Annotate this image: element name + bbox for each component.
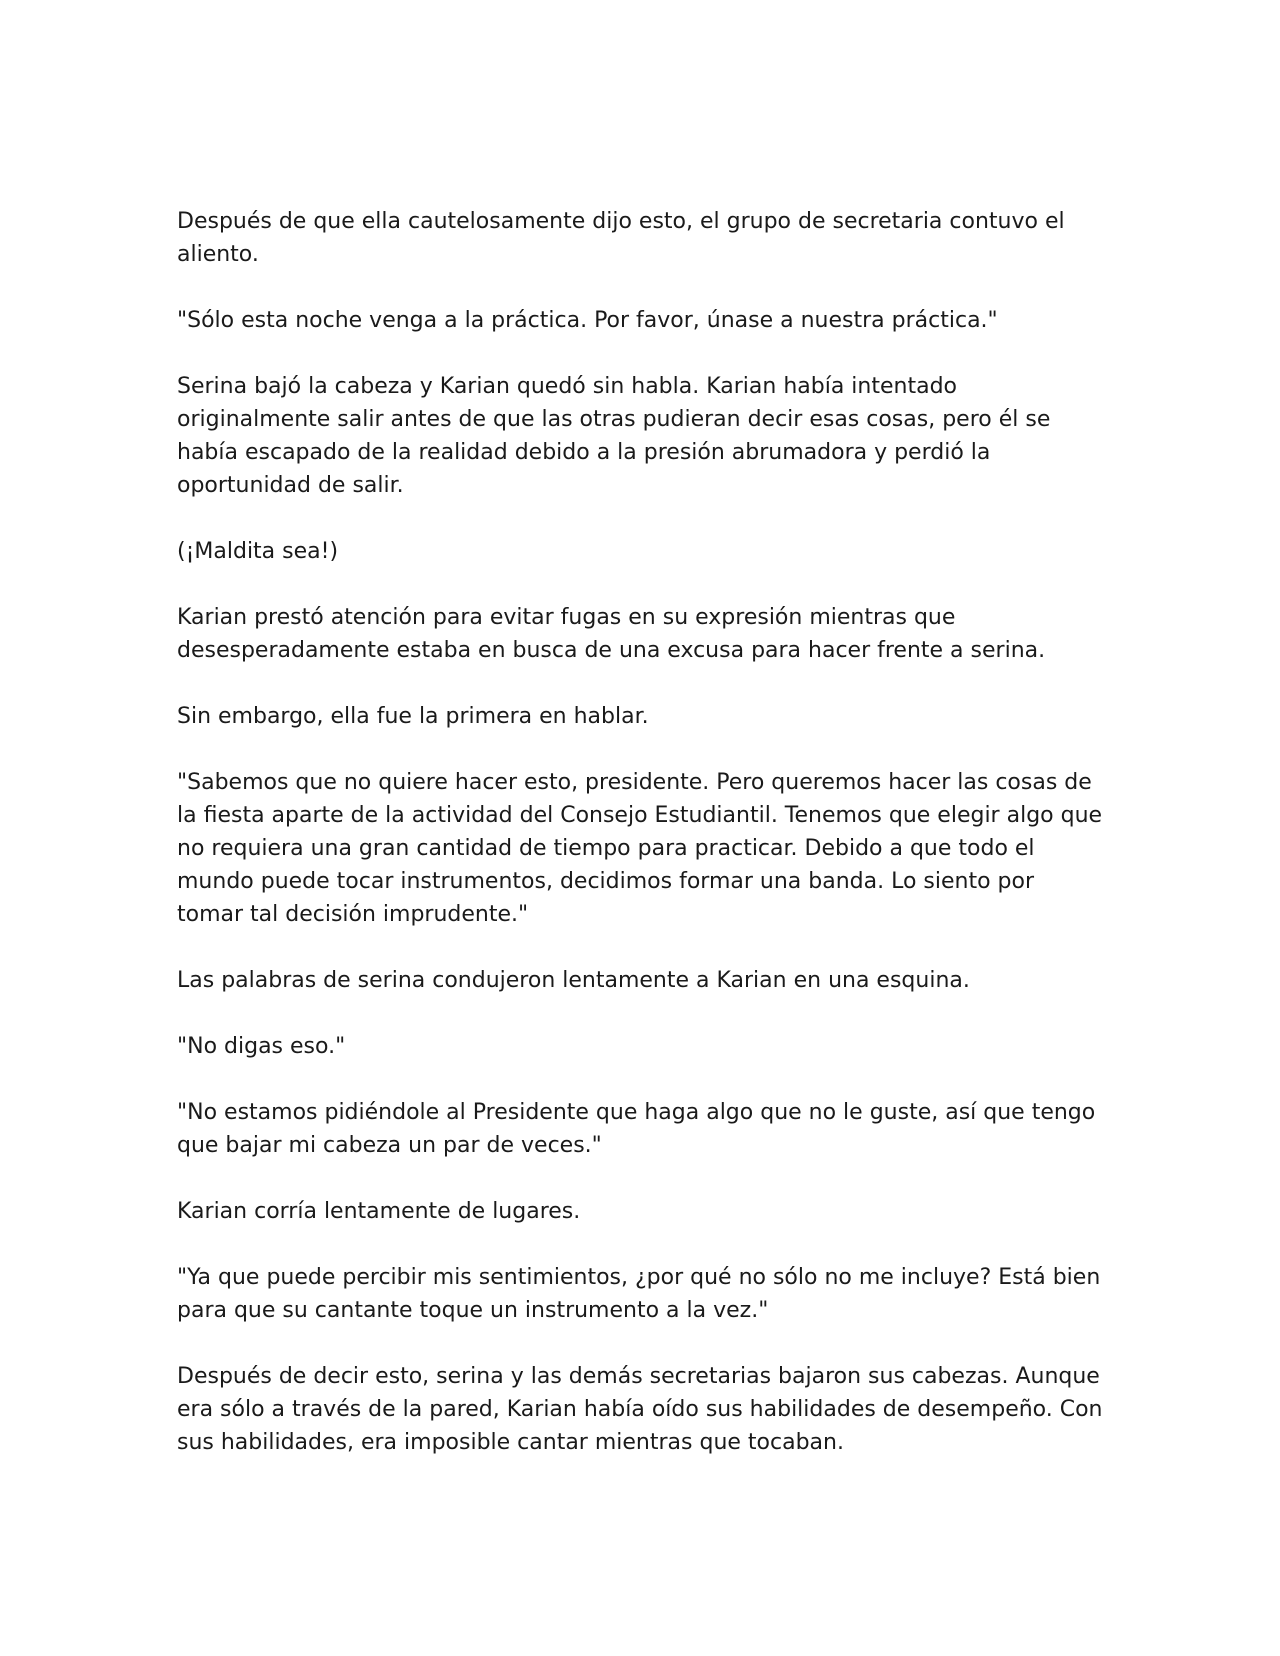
paragraph: Karian prestó atención para evitar fugas en su expresión mientras que desesperadamente estaba en busca de una excusa para hacer frente a serina. (177, 605, 1046, 663)
document-body (177, 205, 1107, 1459)
paragraph: (¡Maldita sea!) (177, 539, 339, 564)
paragraph: "No digas eso." (177, 1034, 346, 1059)
paragraph: Sin embargo, ella fue la primera en hablar. (177, 704, 649, 729)
paragraph: Karian corría lentamente de lugares. (177, 1199, 581, 1224)
paragraph: "Sólo esta noche venga a la práctica. Por favor, únase a nuestra práctica." (177, 308, 998, 333)
paragraph: Después de decir esto, serina y las demás secretarias bajaron sus cabezas. Aunque era sólo a través de la pared, Karian había oído sus habilidades de desempeño. Con sus habilidades, era imposible cantar mientras que tocaban. (177, 1364, 1103, 1455)
paragraph: "Sabemos que no quiere hacer esto, presidente. Pero queremos hacer las cosas de la fiesta aparte de la actividad del Consejo Estudiantil. Tenemos que elegir algo que no requiera una gran cantidad de tiempo para practicar. Debido a que todo el mundo puede tocar instrumentos, decidimos formar una banda. Lo siento por tomar tal decisión imprudente." (177, 770, 1103, 927)
paragraph: Serina bajó la cabeza y Karian quedó sin habla. Karian había intentado originalmente salir antes de que las otras pudieran decir esas cosas, pero él se había escapado de la realidad debido a la presión abrumadora y perdió la oportunidad de salir. (177, 374, 1051, 498)
paragraph: Después de que ella cautelosamente dijo esto, el grupo de secretaria contuvo el aliento. (177, 209, 1065, 267)
paragraph: "Ya que puede percibir mis sentimientos, ¿por qué no sólo no me incluye? Está bien para que su cantante toque un instrumento a la vez." (177, 1265, 1101, 1323)
paragraph: Las palabras de serina condujeron lentamente a Karian en una esquina. (177, 968, 970, 993)
paragraph: "No estamos pidiéndole al Presidente que haga algo que no le guste, así que tengo que bajar mi cabeza un par de veces." (177, 1100, 1096, 1158)
